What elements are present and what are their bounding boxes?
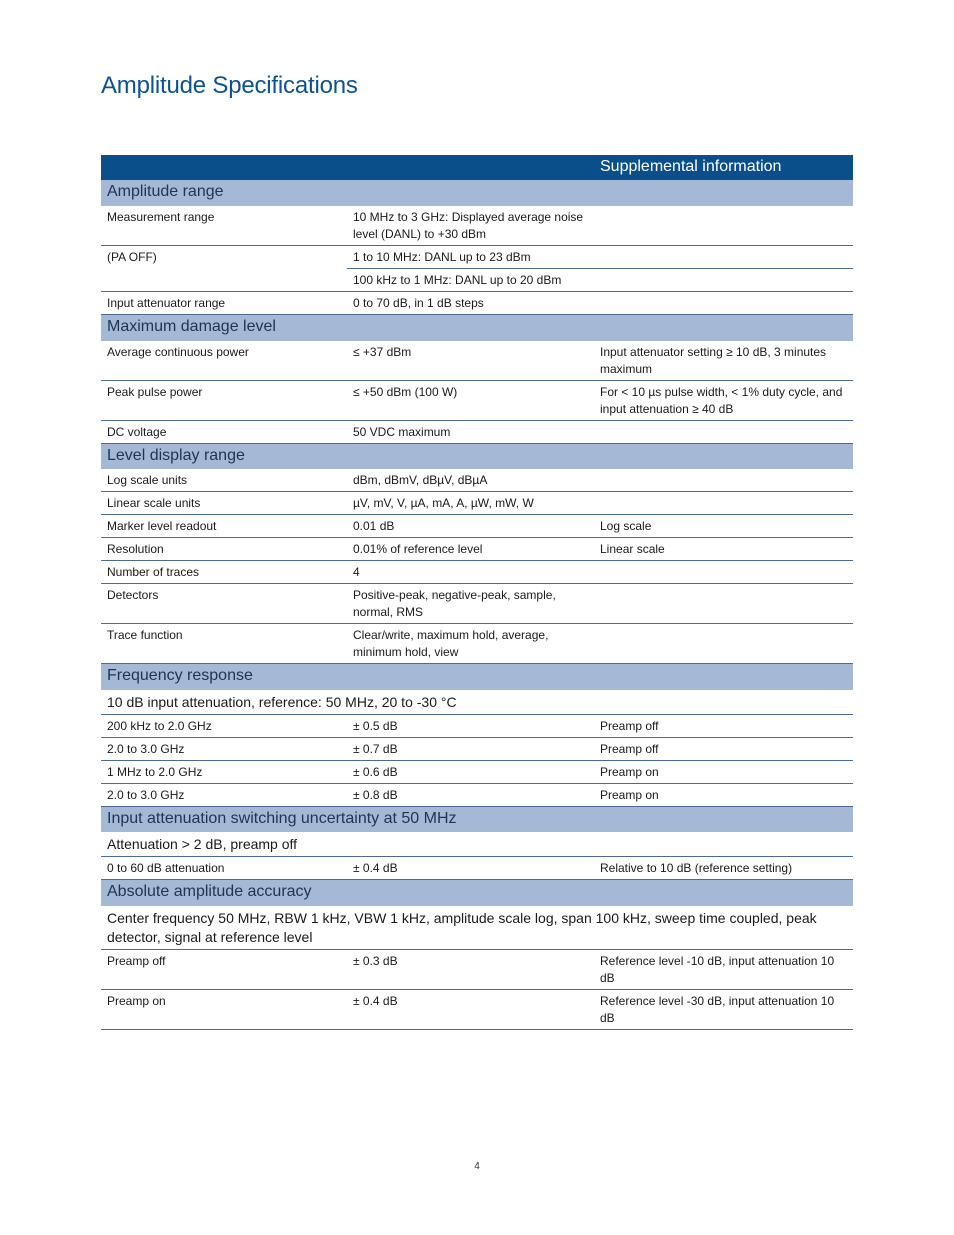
- table-row: [101, 949, 853, 989]
- table-row: [101, 380, 853, 420]
- section-maximum-damage-level: [101, 315, 853, 341]
- table-row: [101, 624, 853, 664]
- row-info: Preamp on: [594, 783, 853, 806]
- row-label: DC voltage: [101, 420, 347, 443]
- table-row: [101, 857, 853, 880]
- table-row: [101, 584, 853, 624]
- row-label: 2.0 to 3.0 GHz: [101, 783, 347, 806]
- row-value: ≤ +50 dBm (100 W): [347, 380, 594, 420]
- row-info: [594, 584, 853, 624]
- table-row: [101, 714, 853, 737]
- section-level-display-range: [101, 443, 853, 469]
- table-header: [101, 155, 853, 180]
- section-title: Maximum damage level: [101, 315, 853, 341]
- row-label: Measurement range: [101, 206, 347, 246]
- row-info: [594, 269, 853, 292]
- row-label: 2.0 to 3.0 GHz: [101, 737, 347, 760]
- row-value: ± 0.7 dB: [347, 737, 594, 760]
- row-info: For < 10 µs pulse width, < 1% duty cycle, and input attenuation ≥ 40 dB: [594, 380, 853, 420]
- row-label: Average continuous power: [101, 341, 347, 381]
- row-info: [594, 492, 853, 515]
- row-value: 4: [347, 561, 594, 584]
- section-note: [101, 906, 853, 950]
- table-row: [101, 492, 853, 515]
- table-row: [101, 469, 853, 492]
- section-title: Absolute amplitude accuracy: [101, 880, 853, 906]
- note-text: Center frequency 50 MHz, RBW 1 kHz, VBW 1 kHz, amplitude scale log, span 100 kHz, sweep time coupled, peak detector, signal at reference level: [101, 906, 853, 950]
- table-row: [101, 538, 853, 561]
- section-title: Level display range: [101, 443, 853, 469]
- section-frequency-response: [101, 664, 853, 690]
- row-info: Log scale: [594, 515, 853, 538]
- table-row: [101, 760, 853, 783]
- row-label: Linear scale units: [101, 492, 347, 515]
- row-value: Clear/write, maximum hold, average, minimum hold, view: [347, 624, 594, 664]
- row-label: 0 to 60 dB attenuation: [101, 857, 347, 880]
- row-label: Input attenuator range: [101, 292, 347, 315]
- table-row: [101, 292, 853, 315]
- section-amplitude-range: [101, 180, 853, 206]
- table-row: [101, 561, 853, 584]
- row-value: 10 MHz to 3 GHz: Displayed average noise level (DANL) to +30 dBm: [347, 206, 594, 246]
- row-value: ± 0.4 dB: [347, 857, 594, 880]
- table-row: [101, 737, 853, 760]
- row-info: [594, 206, 853, 246]
- row-value: dBm, dBmV, dBµV, dBµA: [347, 469, 594, 492]
- row-label: Trace function: [101, 624, 347, 664]
- header-supplemental: Supplemental information: [594, 155, 853, 180]
- row-value: ≤ +37 dBm: [347, 341, 594, 381]
- row-value: ± 0.8 dB: [347, 783, 594, 806]
- row-info: Input attenuator setting ≥ 10 dB, 3 minutes maximum: [594, 341, 853, 381]
- row-info: [594, 624, 853, 664]
- row-value: 50 VDC maximum: [347, 420, 594, 443]
- row-value: 100 kHz to 1 MHz: DANL up to 20 dBm: [347, 269, 594, 292]
- amplitude-spec-table: [101, 155, 853, 1030]
- row-value: Positive-peak, negative-peak, sample, normal, RMS: [347, 584, 594, 624]
- section-absolute-amplitude-accuracy: [101, 880, 853, 906]
- row-info: Preamp off: [594, 737, 853, 760]
- row-value: ± 0.4 dB: [347, 989, 594, 1029]
- row-info: Relative to 10 dB (reference setting): [594, 857, 853, 880]
- row-info: [594, 561, 853, 584]
- row-info: Linear scale: [594, 538, 853, 561]
- row-value: ± 0.6 dB: [347, 760, 594, 783]
- table-row: [101, 515, 853, 538]
- row-label: Peak pulse power: [101, 380, 347, 420]
- row-label: 1 MHz to 2.0 GHz: [101, 760, 347, 783]
- row-info: [594, 246, 853, 269]
- row-label: Detectors: [101, 584, 347, 624]
- row-value: 0.01% of reference level: [347, 538, 594, 561]
- table-row: [101, 206, 853, 246]
- page-title: Amplitude Specifications: [101, 72, 358, 99]
- row-label: Log scale units: [101, 469, 347, 492]
- table-row: [101, 989, 853, 1029]
- row-info: [594, 420, 853, 443]
- row-info: [594, 469, 853, 492]
- section-attenuation-switching: [101, 806, 853, 832]
- header-col-1: [101, 155, 347, 180]
- row-value: 0 to 70 dB, in 1 dB steps: [347, 292, 594, 315]
- page-number: 4: [474, 1161, 480, 1172]
- row-value: ± 0.3 dB: [347, 949, 594, 989]
- row-label: Preamp off: [101, 949, 347, 989]
- table-row: [101, 341, 853, 381]
- section-title: Frequency response: [101, 664, 853, 690]
- row-value: µV, mV, V, µA, mA, A, µW, mW, W: [347, 492, 594, 515]
- section-note: [101, 832, 853, 857]
- row-label: (PA OFF): [101, 246, 347, 292]
- table-row: [101, 246, 853, 269]
- section-title: Amplitude range: [101, 180, 853, 206]
- header-col-2: [347, 155, 594, 180]
- row-value: 0.01 dB: [347, 515, 594, 538]
- section-title: Input attenuation switching uncertainty at 50 MHz: [101, 806, 853, 832]
- table-row: [101, 783, 853, 806]
- section-note: [101, 690, 853, 715]
- row-label: Marker level readout: [101, 515, 347, 538]
- note-text: Attenuation > 2 dB, preamp off: [101, 832, 853, 857]
- row-label: Preamp on: [101, 989, 347, 1029]
- row-label: 200 kHz to 2.0 GHz: [101, 714, 347, 737]
- row-label: Resolution: [101, 538, 347, 561]
- row-info: Preamp off: [594, 714, 853, 737]
- row-value: 1 to 10 MHz: DANL up to 23 dBm: [347, 246, 594, 269]
- row-label: Number of traces: [101, 561, 347, 584]
- row-info: [594, 292, 853, 315]
- row-info: Reference level -30 dB, input attenuation 10 dB: [594, 989, 853, 1029]
- row-info: Preamp on: [594, 760, 853, 783]
- table-row: [101, 420, 853, 443]
- note-text: 10 dB input attenuation, reference: 50 MHz, 20 to -30 °C: [101, 690, 853, 715]
- row-info: Reference level -10 dB, input attenuation 10 dB: [594, 949, 853, 989]
- row-value: ± 0.5 dB: [347, 714, 594, 737]
